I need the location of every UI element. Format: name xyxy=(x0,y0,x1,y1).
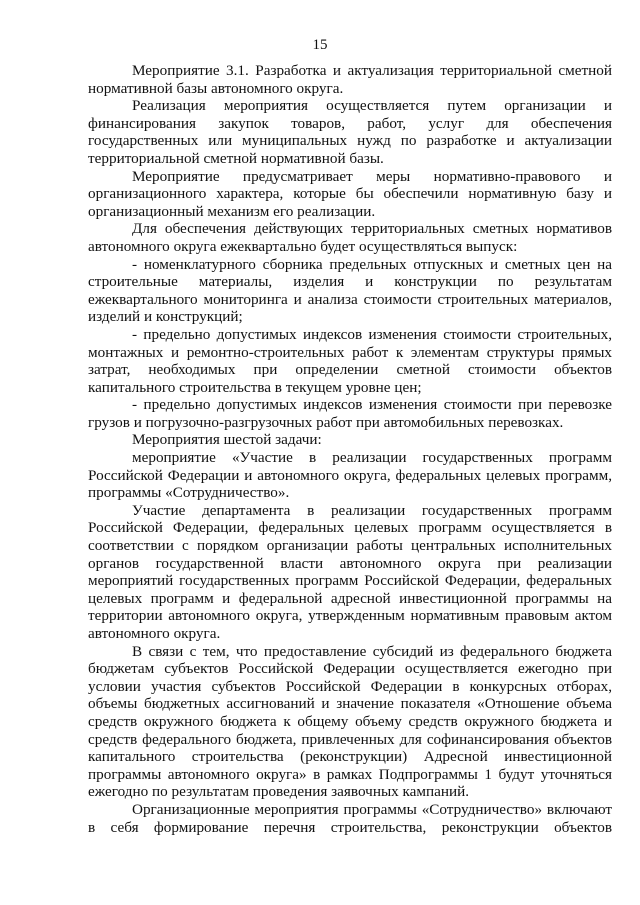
paragraph xyxy=(88,62,612,97)
paragraph xyxy=(88,396,612,431)
text-line: мероприятий государственных программ Российской Федерации, федеральных xyxy=(88,572,612,590)
text-line: - номенклатурного сборника предельных отпускных и сметных цен на xyxy=(132,255,612,273)
text-line: Мероприятие предусматривает меры нормативно-правового и xyxy=(132,167,612,185)
text-line: Мероприятия шестой задачи: xyxy=(132,431,322,449)
text-line: государственных или муниципальных нужд по разработке и актуализации xyxy=(88,132,612,150)
text-line: мероприятие «Участие в реализации государственных программ xyxy=(132,449,612,467)
text-line: финансирования закупок товаров, работ, услуг для обеспечения xyxy=(88,114,612,132)
text-line: условии участия субъектов Российской Федерации в конкурсных отборах, xyxy=(88,677,612,695)
text-line: Для обеспечения действующих территориальных сметных нормативов xyxy=(132,220,612,238)
paragraph xyxy=(88,326,612,396)
text-line: капитального строительства в текущем уровне цен; xyxy=(88,378,422,396)
text-line: территории автономного округа, утвержденным нормативным правовым актом xyxy=(88,607,612,625)
document-body xyxy=(88,62,612,836)
text-line: В связи с тем, что предоставление субсидий из федерального бюджета xyxy=(132,642,612,660)
text-line: строительные материалы, изделия и конструкции по результатам xyxy=(88,273,612,291)
text-line: объемы бюджетных ассигнований и значение показателя «Отношение объема xyxy=(88,695,612,713)
text-line: Мероприятие 3.1. Разработка и актуализация территориальной сметной xyxy=(132,62,612,79)
text-line: органов государственной власти автономного округа при реализации xyxy=(88,554,612,572)
text-line: капитального строительства (реконструкции) Адресной инвестиционной xyxy=(88,748,612,766)
text-line: ежегодно по результатам проведения заявочных кампаний. xyxy=(88,783,470,801)
text-line: грузов и погрузочно-разгрузочных работ при автомобильных перевозках. xyxy=(88,413,564,431)
paragraph xyxy=(88,220,612,255)
text-line: бюджетам субъектов Российской Федерации осуществляется ежегодно при xyxy=(88,660,612,678)
text-line: Российской Федерации, федеральных целевых программ осуществляется в xyxy=(88,519,612,537)
text-line: территориальной сметной нормативной базы. xyxy=(88,149,384,167)
text-line: автономного округа ежеквартально будет осуществляться выпуск: xyxy=(88,237,518,255)
paragraph xyxy=(88,97,612,167)
page-number: 15 xyxy=(312,37,328,53)
text-line: нормативной базы автономного округа. xyxy=(88,79,344,97)
paragraph xyxy=(88,168,612,221)
text-line: изделий и конструкций; xyxy=(88,308,243,326)
text-line: Российской Федерации и автономного округа, федеральных целевых программ, xyxy=(88,466,612,484)
text-line: автономного округа. xyxy=(88,625,221,642)
text-line: ежеквартального мониторинга и анализа стоимости строительных материалов, xyxy=(88,290,612,308)
text-line: средств федерального бюджета, привлеченных для софинансирования объектов xyxy=(88,730,612,748)
text-line: монтажных и ремонтно-строительных работ к элементам структуры прямых xyxy=(88,343,612,361)
paragraph xyxy=(88,431,612,449)
text-line: Организационные мероприятия программы «Сотрудничество» включают xyxy=(132,800,612,818)
text-line: в себя формирование перечня строительства, реконструкции объектов xyxy=(88,818,612,836)
text-line: средств окружного бюджета к общему объему средств окружного бюджета и xyxy=(88,712,612,730)
text-line: - предельно допустимых индексов изменения стоимости при перевозке xyxy=(132,396,612,414)
paragraph xyxy=(88,449,612,502)
text-line: - предельно допустимых индексов изменения стоимости строительных, xyxy=(132,325,612,343)
text-line: Реализация мероприятия осуществляется путем организации и xyxy=(132,97,612,115)
paragraph xyxy=(88,256,612,326)
text-line: программы «Сотрудничество». xyxy=(88,484,290,502)
text-line: организационный механизм его реализации. xyxy=(88,202,376,220)
text-line: Участие департамента в реализации государственных программ xyxy=(132,501,612,519)
paragraph xyxy=(88,801,612,836)
text-line: затрат, необходимых при определении сметной стоимости объектов xyxy=(88,361,612,379)
paragraph xyxy=(88,502,612,643)
text-line: организационного характера, которые бы обеспечили нормативную базу и xyxy=(88,185,612,203)
text-line: программы автономного округа» в рамках Подпрограммы 1 будут уточняться xyxy=(88,765,612,783)
paragraph xyxy=(88,643,612,801)
text-line: целевых программ и федеральной адресной инвестиционной программы на xyxy=(88,589,612,607)
text-line: соответствии с порядком организации работы центральных исполнительных xyxy=(88,537,612,555)
